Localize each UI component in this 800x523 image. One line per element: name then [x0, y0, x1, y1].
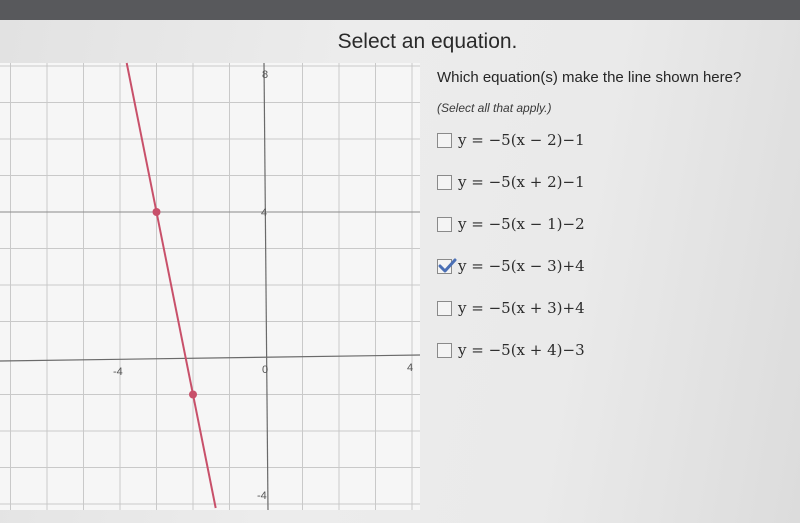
option-4-label: y = −5(x − 3)+4 — [458, 257, 585, 275]
instruction-text: (Select all that apply.) — [437, 101, 552, 115]
option-3[interactable] — [437, 214, 585, 256]
option-6-checkbox[interactable] — [437, 343, 452, 358]
origin-label: 0 — [262, 364, 269, 376]
option-6-label: y = −5(x + 4)−3 — [458, 341, 585, 359]
x-tick-label-right: 4 — [407, 362, 414, 374]
line-point-2[interactable] — [189, 391, 197, 399]
option-4-checkbox[interactable] — [437, 259, 452, 274]
option-1-checkbox[interactable] — [437, 133, 452, 148]
question-text: Which equation(s) make the line shown here? — [437, 69, 742, 86]
y-tick-label-bottom: -4 — [257, 490, 267, 502]
y-tick-label-mid: 4 — [261, 207, 268, 219]
option-5-checkbox[interactable] — [437, 301, 452, 316]
option-1[interactable] — [437, 130, 585, 172]
option-3-checkbox[interactable] — [437, 217, 452, 232]
option-1-label: y = −5(x − 2)−1 — [458, 131, 585, 149]
option-3-label: y = −5(x − 1)−2 — [458, 215, 585, 233]
option-2-label: y = −5(x + 2)−1 — [458, 173, 585, 191]
option-2-checkbox[interactable] — [437, 175, 452, 190]
option-4[interactable] — [437, 256, 585, 298]
y-tick-label-top: 8 — [262, 69, 269, 81]
option-5-label: y = −5(x + 3)+4 — [458, 299, 585, 317]
checkmark-icon — [437, 256, 457, 276]
page-title: Select an equation. — [337, 30, 518, 53]
answer-options — [437, 130, 585, 382]
option-5[interactable] — [437, 298, 585, 340]
graph-background — [0, 63, 420, 510]
option-2[interactable] — [437, 172, 585, 214]
x-tick-label-left: -4 — [113, 366, 123, 378]
option-6[interactable] — [437, 340, 585, 382]
line-point-1[interactable] — [153, 208, 161, 216]
